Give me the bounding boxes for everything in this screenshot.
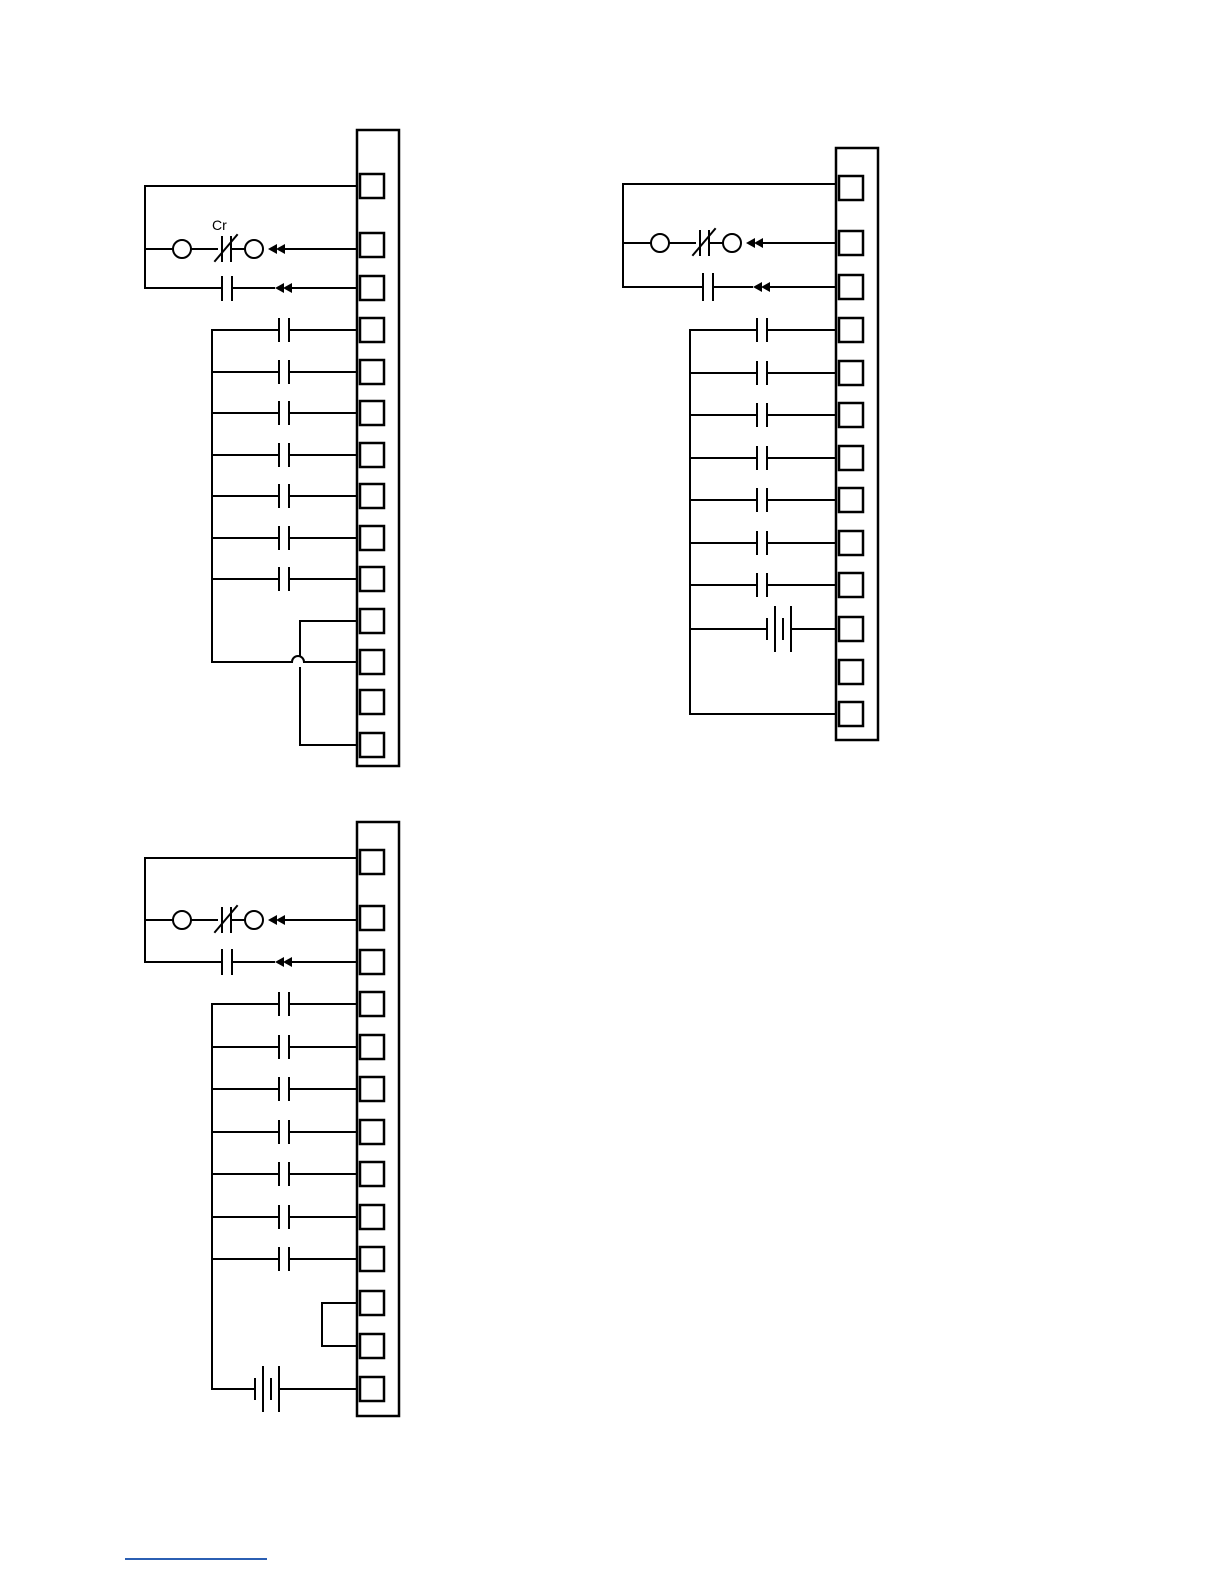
terminal-icon — [360, 690, 384, 714]
terminal-icon — [360, 1291, 384, 1315]
terminal-icon — [360, 1205, 384, 1229]
capacitor-icon — [212, 319, 357, 341]
capacitor-icon — [690, 404, 836, 426]
arrow-head — [268, 244, 277, 254]
arrow-head — [268, 915, 277, 925]
terminal-icon — [360, 276, 384, 300]
capacitor-icon — [222, 277, 232, 300]
arrow-icon — [275, 957, 292, 967]
capacitor-icon — [212, 568, 357, 590]
lamp-circle — [173, 911, 191, 929]
capacitor-icon — [703, 274, 713, 300]
terminal-icon — [360, 484, 384, 508]
arrow-icon — [268, 244, 285, 254]
capacitor-icon — [212, 402, 357, 424]
terminal-icon — [360, 906, 384, 930]
arrow-head — [746, 238, 755, 248]
lamp-circle — [723, 234, 741, 252]
terminal-icon — [360, 174, 384, 198]
capacitor-icon — [212, 993, 357, 1015]
terminal-icon — [360, 401, 384, 425]
crossover — [292, 656, 304, 662]
terminal-icon — [839, 318, 863, 342]
capacitor-icon — [690, 532, 836, 554]
terminal-icon — [839, 488, 863, 512]
wiring-diagram-c — [145, 822, 399, 1416]
terminal-icon — [360, 850, 384, 874]
battery-icon — [690, 607, 836, 651]
terminal-icon — [360, 1120, 384, 1144]
terminal-icon — [360, 1334, 384, 1358]
battery-icon — [212, 1367, 357, 1411]
terminal-icon — [839, 361, 863, 385]
terminal-icon — [360, 443, 384, 467]
arrow-head — [753, 282, 762, 292]
capacitor-icon — [212, 1248, 357, 1270]
capacitor-icon — [690, 319, 836, 341]
capacitor-icon — [212, 1036, 357, 1058]
contact-label: Cr — [212, 217, 227, 233]
lamp-circle — [651, 234, 669, 252]
terminal-icon — [360, 360, 384, 384]
arrow-head — [283, 283, 292, 293]
wiring-diagram-b — [623, 148, 878, 740]
arrow-head — [761, 282, 770, 292]
capacitor-icon — [212, 1163, 357, 1185]
terminal-icon — [360, 1077, 384, 1101]
arrow-icon — [268, 915, 285, 925]
capacitor-icon — [212, 485, 357, 507]
terminal-icon — [360, 233, 384, 257]
capacitor-icon — [212, 1206, 357, 1228]
terminal-icon — [360, 567, 384, 591]
capacitor-icon — [690, 574, 836, 596]
lamp-circle — [173, 240, 191, 258]
capacitor-icon — [212, 527, 357, 549]
terminal-icon — [839, 531, 863, 555]
terminal-icon — [839, 231, 863, 255]
wiring-diagram-a — [145, 130, 399, 766]
terminal-icon — [360, 950, 384, 974]
capacitor-icon — [690, 362, 836, 384]
arrow-icon — [275, 283, 292, 293]
terminal-strip — [357, 822, 399, 1416]
terminal-icon — [360, 733, 384, 757]
capacitor-icon — [690, 447, 836, 469]
jumper-wire — [322, 1303, 357, 1346]
terminal-icon — [839, 275, 863, 299]
terminal-icon — [839, 573, 863, 597]
terminal-icon — [839, 403, 863, 427]
arrow-head — [275, 283, 284, 293]
terminal-icon — [839, 176, 863, 200]
terminal-icon — [360, 609, 384, 633]
arrow-head — [283, 957, 292, 967]
arrow-head — [754, 238, 763, 248]
capacitor-icon — [690, 489, 836, 511]
footer-link-underline[interactable] — [125, 1552, 267, 1560]
capacitor-icon — [212, 361, 357, 383]
capacitor-icon — [222, 950, 232, 974]
terminal-strip — [836, 148, 878, 740]
lamp-circle — [245, 240, 263, 258]
terminal-icon — [839, 617, 863, 641]
terminal-icon — [839, 446, 863, 470]
capacitor-icon — [212, 1121, 357, 1143]
terminal-icon — [360, 1247, 384, 1271]
arrow-icon — [746, 238, 763, 248]
terminal-icon — [839, 702, 863, 726]
terminal-icon — [360, 526, 384, 550]
terminal-icon — [360, 650, 384, 674]
terminal-strip — [357, 130, 399, 766]
arrow-head — [276, 915, 285, 925]
terminal-icon — [360, 1162, 384, 1186]
capacitor-icon — [212, 1078, 357, 1100]
arrow-head — [275, 957, 284, 967]
arrow-head — [276, 244, 285, 254]
capacitor-icon — [212, 444, 357, 466]
terminal-icon — [360, 318, 384, 342]
lamp-circle — [245, 911, 263, 929]
terminal-icon — [360, 1377, 384, 1401]
arrow-icon — [753, 282, 770, 292]
terminal-icon — [839, 660, 863, 684]
terminal-icon — [360, 1035, 384, 1059]
terminal-icon — [360, 992, 384, 1016]
